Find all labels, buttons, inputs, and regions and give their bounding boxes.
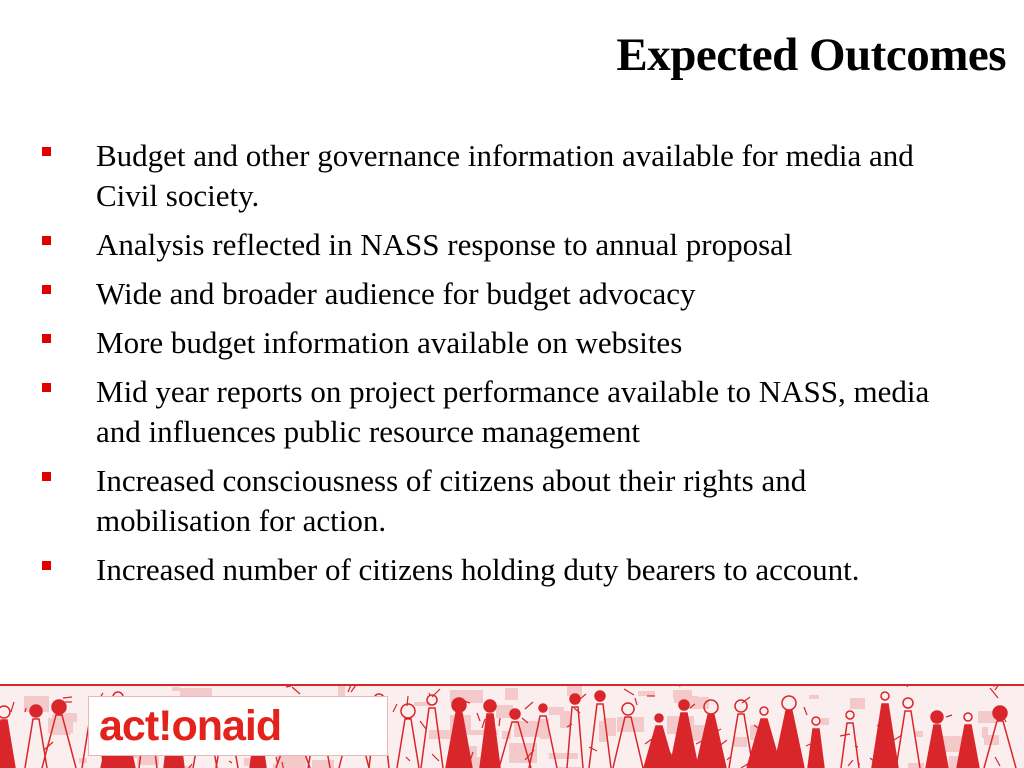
square-bullet-icon bbox=[42, 147, 51, 156]
illustrated-people-banner bbox=[0, 684, 1024, 768]
bullet-text: Wide and broader audience for budget advocacy bbox=[96, 276, 696, 311]
figure-head bbox=[570, 694, 580, 704]
figure-head bbox=[655, 714, 663, 722]
figure-head bbox=[30, 705, 42, 717]
banner-patch bbox=[617, 717, 644, 732]
square-bullet-icon bbox=[42, 561, 51, 570]
banner-patch bbox=[638, 691, 655, 696]
bullet-item bbox=[42, 550, 942, 590]
bullet-item bbox=[42, 136, 942, 216]
banner-patch bbox=[915, 731, 923, 737]
banner-patch bbox=[734, 737, 747, 747]
bullet-text: Budget and other governance information available for media and Civil society. bbox=[96, 138, 914, 213]
figure-head bbox=[52, 700, 66, 714]
banner-patch bbox=[172, 687, 180, 691]
banner-patch bbox=[429, 730, 453, 739]
actionaid-logo bbox=[88, 696, 388, 756]
banner-patch bbox=[908, 763, 924, 768]
banner-patch bbox=[809, 695, 819, 699]
figure-head bbox=[679, 700, 689, 710]
figure-head bbox=[993, 706, 1007, 720]
bullet-item bbox=[42, 461, 942, 541]
bullet-list bbox=[42, 136, 942, 599]
banner-patch bbox=[312, 760, 334, 768]
banner-patch bbox=[505, 688, 518, 700]
bullet-item bbox=[42, 274, 942, 314]
bullet-item bbox=[42, 225, 942, 265]
bullet-item bbox=[42, 323, 942, 363]
bullet-text: Analysis reflected in NASS response to annual proposal bbox=[96, 227, 793, 262]
bullet-item bbox=[42, 372, 942, 452]
slide-title: Expected Outcomes bbox=[616, 29, 1006, 81]
logo-text: act!onaid bbox=[99, 702, 282, 750]
figure-head bbox=[484, 700, 496, 712]
figure-head bbox=[931, 711, 943, 723]
square-bullet-icon bbox=[42, 334, 51, 343]
figure-head bbox=[539, 704, 547, 712]
square-bullet-icon bbox=[42, 236, 51, 245]
square-bullet-icon bbox=[42, 285, 51, 294]
figure-head bbox=[510, 709, 520, 719]
bullet-text: Increased number of citizens holding duty bearers to account. bbox=[96, 552, 860, 587]
banner-patch bbox=[821, 718, 829, 725]
banner-patch bbox=[850, 698, 865, 709]
square-bullet-icon bbox=[42, 472, 51, 481]
square-bullet-icon bbox=[42, 383, 51, 392]
bullet-text: Mid year reports on project performance available to NASS, media and influences public resource management bbox=[96, 374, 930, 449]
bullet-text: More budget information available on websites bbox=[96, 325, 683, 360]
figure-head bbox=[595, 691, 605, 701]
figure-head bbox=[452, 698, 466, 712]
banner-patch bbox=[549, 707, 564, 715]
bullet-text: Increased consciousness of citizens about their rights and mobilisation for action. bbox=[96, 463, 807, 538]
